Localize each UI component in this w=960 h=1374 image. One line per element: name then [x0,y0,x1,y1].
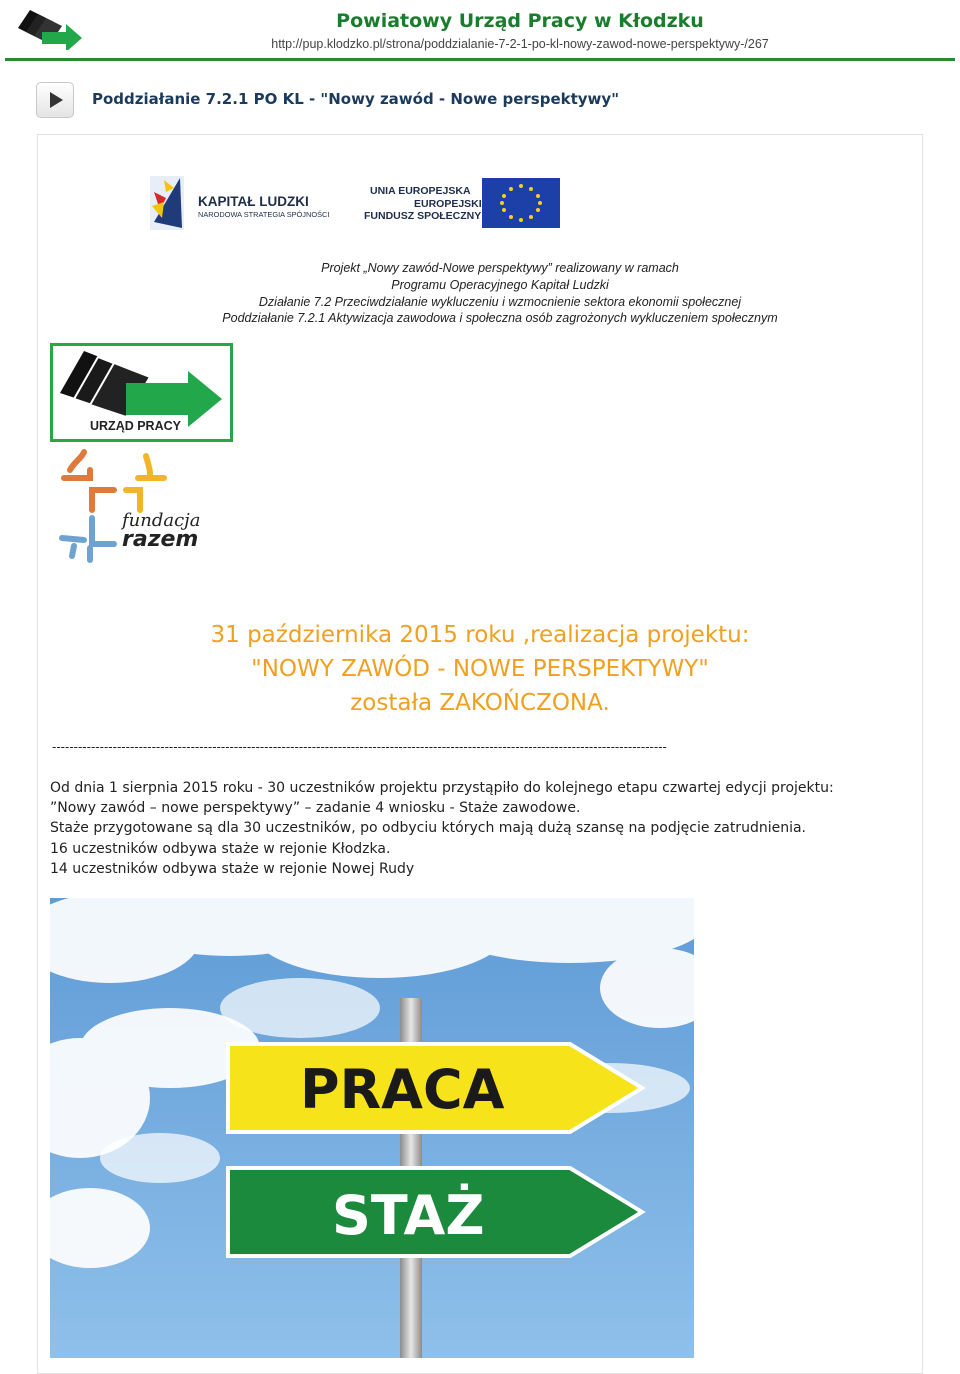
announcement-line: 31 października 2015 roku ,realizacja projektu: [210,622,750,648]
page-heading: Poddziałanie 7.2.1 PO KL - "Nowy zawód - Nowe perspektywy" [92,90,620,108]
project-line: Projekt „Nowy zawód-Nowe perspektywy” realizowany w ramach [321,261,679,275]
completion-announcement [100,618,860,720]
announcement-line: "NOWY ZAWÓD - NOWE PERSPEKTYWY" [251,656,709,682]
urzad-pracy-logo-text: URZĄD PRACY [90,419,181,433]
body-line: Staże przygotowane są dla 30 uczestników, po odbyciu których mają dużą szansę na podjęcie zatrudnienia. [50,820,806,837]
ue-text-line2: EUROPEJSKI [414,198,482,210]
body-line: ”Nowy zawód – nowe perspektywy” – zadanie 4 wniosku - Staże zawodowe. [50,800,581,817]
fundacja-razem-logo [54,448,214,568]
unia-europejska-logo [362,176,562,232]
sign-praca-text: PRACA [300,1058,505,1121]
kapital-ludzki-logo [150,172,332,234]
urzad-pracy-logo-icon [16,6,84,50]
header-divider [5,58,955,61]
dashed-separator: ---------------------------------------------------------------------------------------------------------------------------------------------- [52,740,667,754]
razem-text: razem [122,527,199,552]
body-line: Od dnia 1 sierpnia 2015 roku - 30 uczestników projektu przystąpiło do kolejnego etapu czwartej edycji projektu: [50,780,834,796]
body-text [50,778,930,879]
body-line: 16 uczestników odbywa staże w rejonie Kłodzka. [50,840,391,857]
fundacja-text: fundacja [122,510,201,531]
site-title: Powiatowy Urząd Pracy w Kłodzku [336,10,704,32]
project-line: Działanie 7.2 Przeciwdziałanie wykluczeniu i wzmocnienie sektora ekonomii społecznej [258,294,742,309]
kapital-ludzki-subtext: NARODOWA STRATEGIA SPÓJNOŚCI [198,210,330,219]
announcement-line: została ZAKOŃCZONA. [350,690,610,716]
body-line: 14 uczestników odbywa staże w rejonie Nowej Rudy [50,860,415,877]
project-line: Programu Operacyjnego Kapitał Ludzki [391,277,609,292]
sign-staz-text: STAŻ [332,1184,485,1247]
project-line: Poddziałanie 7.2.1 Aktywizacja zawodowa i społeczna osób zagrożonych wykluczeniem społecznym [222,311,778,326]
praca-staz-photo [50,898,694,1358]
kapital-ludzki-text: KAPITAŁ LUDZKI [198,194,309,209]
urzad-pracy-logo [50,343,233,442]
play-arrow-icon[interactable] [36,82,74,118]
ue-text-line1: UNIA EUROPEJSKA [370,185,471,197]
page-url[interactable]: http://pup.klodzko.pl/strona/poddzialanie-7-2-1-po-kl-nowy-zawod-nowe-perspektywy-/267 [271,37,769,51]
ue-text-line3: FUNDUSZ SPOŁECZNY [364,210,482,222]
project-description [120,260,880,327]
